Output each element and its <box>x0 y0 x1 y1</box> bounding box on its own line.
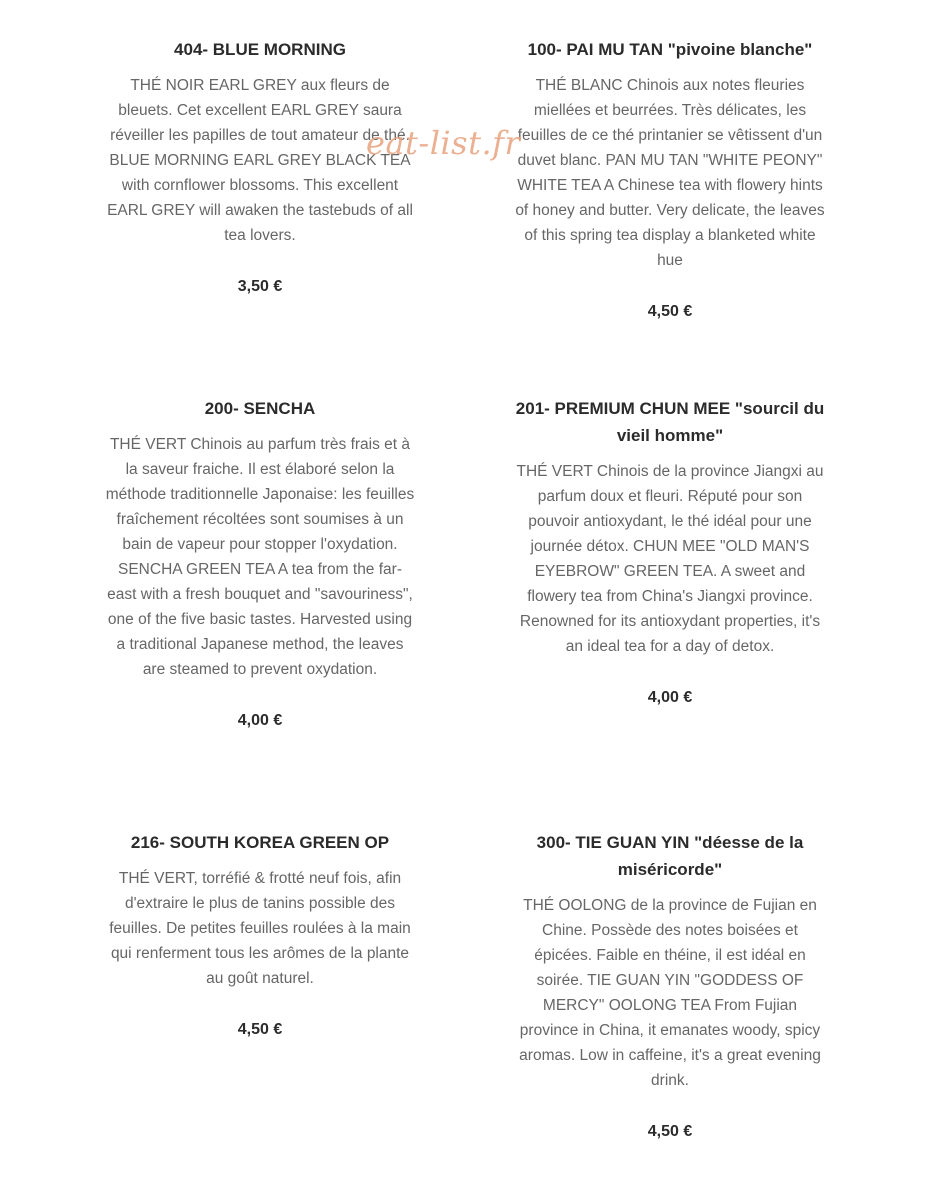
item-description: THÉ VERT Chinois au parfum très frais et à la saveur fraiche. Il est élaboré selon la méthode traditionnelle Japonaise: les feuilles fraîchement récoltées sont soumises à un bain de vapeur pour stopper l'oxydation. SENCHA GREEN TEA A tea from the far-east with a fresh bouquet and "savouriness", one of the five basic tastes. Harvested using a traditional Japanese method, the leaves are steamed to prevent oxydation. <box>105 436 415 678</box>
item-price: 4,50 € <box>647 1123 693 1140</box>
item-title: 200- SENCHA <box>204 399 316 418</box>
item-description: THÉ NOIR EARL GREY aux fleurs de bleuets. Cet excellent EARL GREY saura réveiller les papilles de tout amateur de thé. BLUE MORNING EARL GREY BLACK TEA with cornflower blossoms. This excellent EARL GREY will awaken the tastebuds of all tea lovers. <box>107 77 413 244</box>
item-price: 3,50 € <box>237 278 283 295</box>
item-description: THÉ OOLONG de la province de Fujian en Chine. Possède des notes boisées et épicées. Faible en théine, il est idéal en soirée. TIE GUAN YIN "GODDESS OF MERCY" OOLONG TEA From Fujian province in China, it emanates woody, spicy aromas. Low in caffeine, it's a great evening drink. <box>519 897 821 1089</box>
menu-item-chun-mee <box>515 395 825 710</box>
menu-item-south-korea-green-op <box>105 829 415 1042</box>
item-price: 4,50 € <box>237 1021 283 1038</box>
item-title: 300- TIE GUAN YIN "déesse de la miséricorde" <box>536 833 804 879</box>
menu-item-pai-mu-tan <box>515 36 825 324</box>
item-description: THÉ VERT, torréfié & frotté neuf fois, afin d'extraire le plus de tanins possible des feuilles. De petites feuilles roulées à la main qui renferment tous les arômes de la plante au goût naturel. <box>109 870 411 987</box>
item-price: 4,50 € <box>647 303 693 320</box>
item-description: THÉ VERT Chinois de la province Jiangxi au parfum doux et fleuri. Réputé pour son pouvoir antioxydant, le thé idéal pour une journée détox. CHUN MEE "OLD MAN'S EYEBROW" GREEN TEA. A sweet and flowery tea from China's Jiangxi province. Renowned for its antioxydant properties, it's an ideal tea for a day of detox. <box>516 463 824 655</box>
menu-item-blue-morning <box>105 36 415 299</box>
item-title: 100- PAI MU TAN "pivoine blanche" <box>527 40 813 59</box>
item-description: THÉ BLANC Chinois aux notes fleuries miellées et beurrées. Très délicates, les feuilles de ce thé printanier se vêtissent d'un duvet blanc. PAN MU TAN "WHITE PEONY" WHITE TEA A Chinese tea with flowery hints of honey and butter. Very delicate, the leaves of this spring tea display a blanketed white hue <box>515 77 825 269</box>
item-title: 201- PREMIUM CHUN MEE "sourcil du vieil homme" <box>515 399 825 445</box>
item-price: 4,00 € <box>647 689 693 706</box>
menu-item-tie-guan-yin <box>515 829 825 1144</box>
item-price: 4,00 € <box>237 712 283 729</box>
item-title: 404- BLUE MORNING <box>174 40 346 59</box>
item-title: 216- SOUTH KOREA GREEN OP <box>130 833 390 852</box>
watermark: eat-list.fr <box>366 124 521 162</box>
menu-item-sencha <box>105 395 415 733</box>
